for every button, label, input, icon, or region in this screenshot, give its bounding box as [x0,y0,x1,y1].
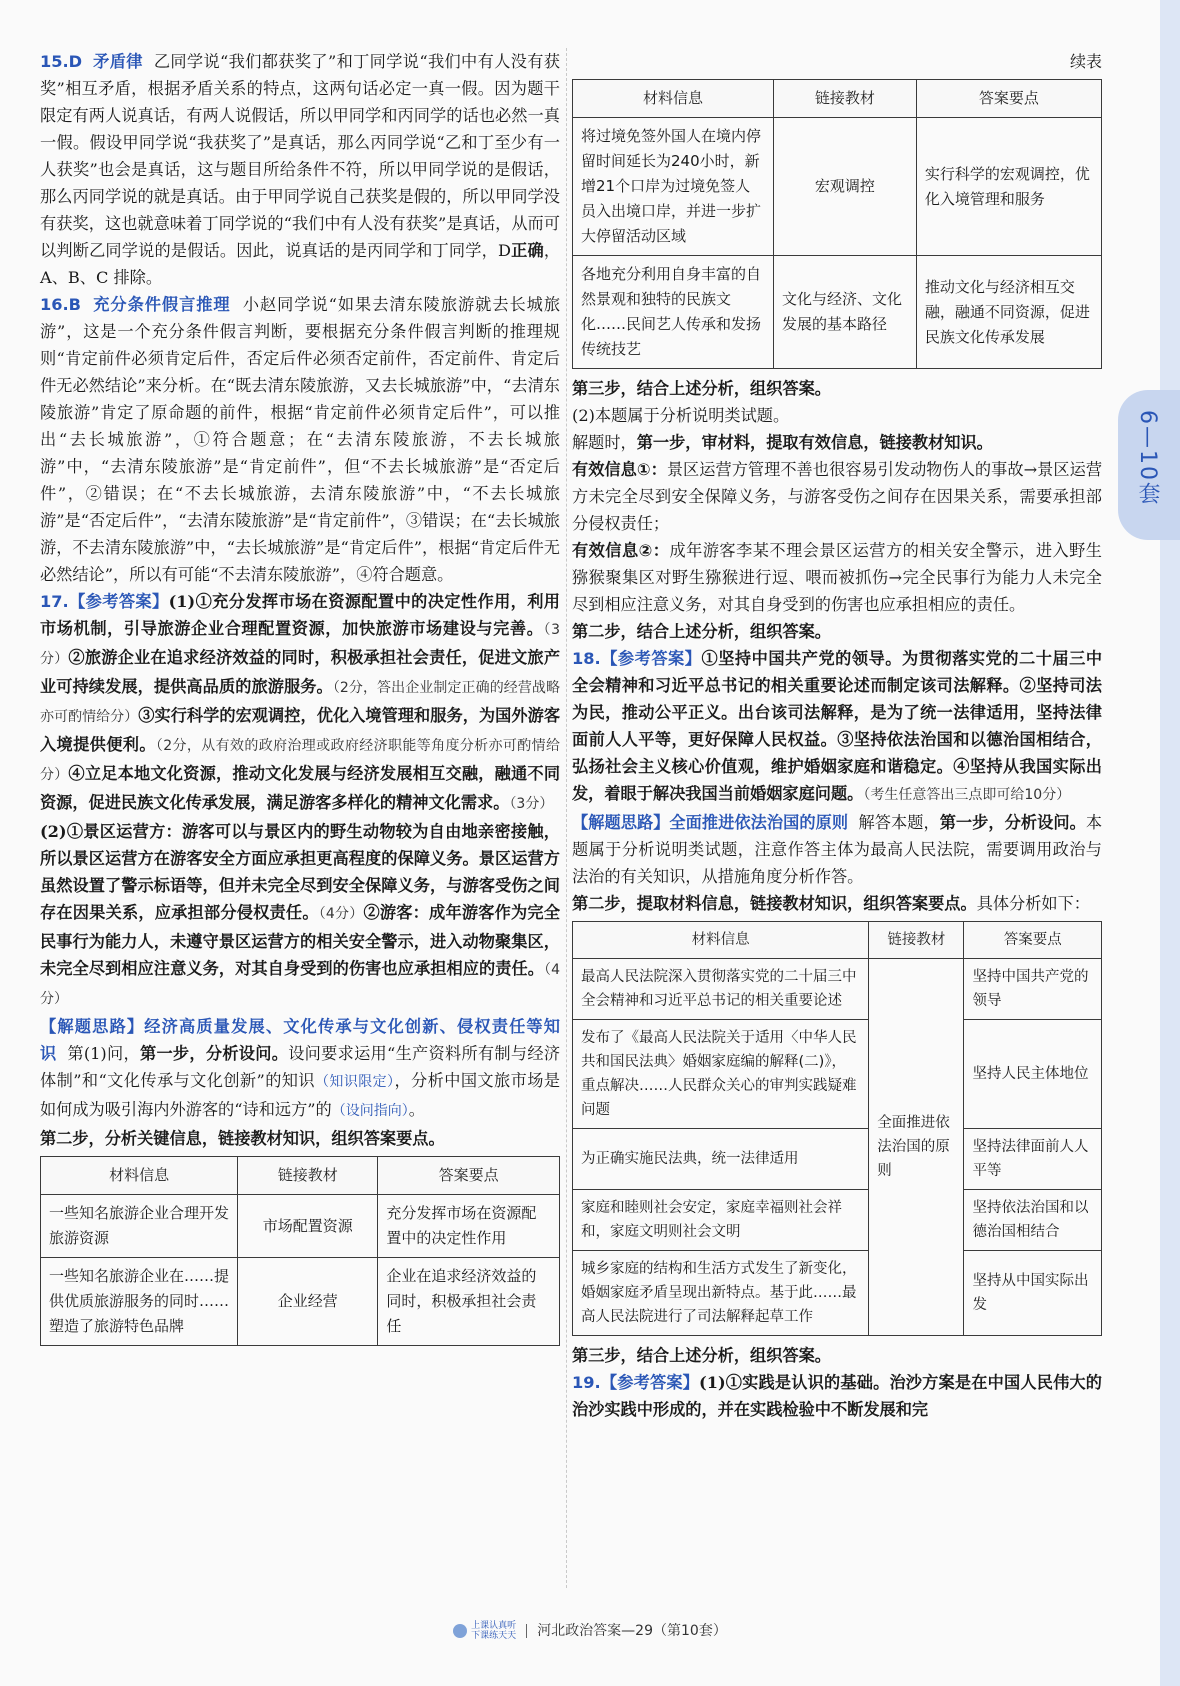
col-header-points: 答案要点 [378,1157,560,1195]
page-number: 河北政治答案—29（第10套） [537,1623,727,1639]
table-row: 一些知名旅游企业合理开发旅游资源 市场配置资源 充分发挥市场在资源配置中的决定性作用 [41,1195,560,1258]
page-footer [0,1620,1180,1641]
q17-analysis-table [40,1156,560,1346]
q15: 15.D 矛盾律 乙同学说“我们都获奖了”和丁同学说“我们中有人没有获奖”相互矛盾，根据矛盾关系的特点，这两句话必定一真一假。因为题干限定有两人说真话，有两人说假话，所以甲同学和丙同学的话也必然一真一假。假设甲同学说“我获奖了”是真话，那么丙同学说“乙和丁至少有一人获奖”也会是真话，这与题目所给条件不符，所以甲同学说的是假话，那么丙同学说的就是真话。由于甲同学说自己获奖是假的，所以甲同学没有获奖，这也就意味着丁同学说的“我们中有人没有获奖”是真话，从而可以判断乙同学说的是假话。因此，说真话的是丙同学和丁同学，D正确，A、B、C 排除。 [40,52,561,287]
column-divider [566,48,568,1588]
effective-info-1: 有效信息①：景区运营方管理不善也很容易引发动物伤人的事故→景区运营方未完全尽到安全保障义务，与游客受伤之间存在因果关系，需要承担部分侵权责任； [572,460,1103,533]
q17-step3: 第三步，结合上述分析，组织答案。 [572,379,831,398]
link-cell: 全面推进依法治国的原则 [869,959,964,1336]
set-index-tab: 6—10套 [1118,390,1180,540]
q17-answer-2: (2)①景区运营方：游客可以与景区内的野生动物较为自由地亲密接触，所以景区运营方在游客安全方面应承担更高程度的保障义务。景区运营方虽然设置了警示标语等，但并未完全尽到安全保障义务，与游客受伤之间存在因果关系，应承担部分侵权责任。（4分）②游客：成年游客作为完全民事行为能力人，未遵守景区运营方的相关安全警示，进入动物聚集区，未完全尽到相应注意义务，对其自身受到的伤害也应承担相应的责任。（4分） [40,822,561,1007]
q17-ideas: 【解题思路】经济高质量发展、文化传承与文化创新、侵权责任等知识 第(1)问，第一步，分析设问。设问要求运用“生产资料所有制与经济体制”和“文化传承与文化创新”的知识（知识限定），分析中国文旅市场是如何成为吸引海内外游客的“诗和远方”的（设问指向）。 [40,1017,561,1119]
q17-2-step2: 第二步，结合上述分析，组织答案。 [572,622,831,641]
side-bar [1160,0,1180,1686]
table-row: 一些知名旅游企业在……提供优质旅游服务的同时……塑造了旅游特色品牌 企业经营 企业在追求经济效益的同时，积极承担社会责任 [41,1258,560,1346]
left-column [40,48,560,1352]
q16: 16.B 充分条件假言推理 小赵同学说“如果去清东陵旅游就去长城旅游”，这是一个充分条件假言判断，要根据充分条件假言判断的推理规则“肯定前件必须肯定后件，否定后件必须否定前件，否定前件、肯定后件无必然结论”来分析。在“既去清东陵旅游，又去长城旅游”中，“去清东陵旅游”肯定了原命题的前件，根据“肯定前件必须肯定后件”，可以推出“去长城旅游”，①符合题意；在“去清东陵旅游，不去长城旅游”中，“去清东陵旅游”是“肯定前件”，但“不去长城旅游”是“否定后件”，②错误；在“不去长城旅游，去清东陵旅游”中，“不去长城旅游”是“否定后件”，“去清东陵旅游”是“肯定前件”，③错误；在“去长城旅游，不去清东陵旅游”中，“去长城旅游”是“肯定后件”，根据“肯定后件无必然结论”，所以有可能“不去清东陵旅游”，④符合题意。 [40,295,561,584]
table-row: 发布了《最高人民法院关于适用〈中华人民共和国民法典〉婚姻家庭编的解释(二)》，重点解决……人民群众关心的审判实践疑难问题 坚持人民主体地位 [573,1020,1102,1129]
right-column [572,48,1102,1423]
q18-ideas: 【解题思路】全面推进依法治国的原则 解答本题，第一步，分析设问。本题属于分析说明类试题，注意作答主体为最高人民法院，需要调用政治与法治的有关知识，从措施角度分析作答。 [572,813,1103,886]
col-header-info: 材料信息 [41,1157,238,1195]
q17-2-intro: (2)本题属于分析说明类试题。 [572,406,790,425]
col-header-link: 链接教材 [238,1157,378,1195]
q19-answer: 19.【参考答案】(1)①实践是认识的基础。治沙方案是在中国人民伟大的治沙实践中形成的，并在实践检验中不断发展和完 [572,1373,1102,1419]
q17-2-solve: 解题时，第一步，审材料，提取有效信息，链接教材知识。 [572,433,993,452]
table-row: 为正确实施民法典，统一法律适用 坚持法律面前人人平等 [573,1129,1102,1190]
brand-logo-icon [453,1624,467,1638]
q17-analysis-table-continued: 材料信息 链接教材 答案要点 将过境免签外国人在境内停留时间延长为240小时，新增21个口岸为过境免签人员入出境口岸，并进一步扩大停留活动区域 宏观调控 实行科学的宏观调控，优化入境管理和服务 各地充分利用自身丰富的自然景观和独特的民族文化……民间艺人传承和发扬传统技艺 文化与经济、文化发展的基本路径 推动文化与经济相互交融，融通不同资源，促进民族文化传承发展 [572,79,1102,369]
table-row: 将过境免签外国人在境内停留时间延长为240小时，新增21个口岸为过境免签人员入出境口岸，并进一步扩大停留活动区域 宏观调控 实行科学的宏观调控，优化入境管理和服务 [573,118,1102,256]
table-row: 最高人民法院深入贯彻落实党的二十届三中全会精神和习近平总书记的相关重要论述 全面推进依法治国的原则 坚持中国共产党的领导 [573,959,1102,1020]
q18-answer: 18.【参考答案】①坚持中国共产党的领导。为贯彻落实党的二十届三中全会精神和习近平总书记的相关重要论述而制定该司法解释。②坚持司法为民，推动公平正义。出台该司法解释，是为了统一法律适用，坚持法律面前人人平等，更好保障人民权益。③坚持依法治国和以德治国相结合，弘扬社会主义核心价值观，维护婚姻家庭和谐稳定。④坚持从我国实际出发，着眼于解决我国当前婚姻家庭问题。（考生任意答出三点即可给10分） [572,649,1103,803]
brand-logo-text: 上课认真听 下课练天天 [471,1621,517,1641]
table-row: 各地充分利用自身丰富的自然景观和独特的民族文化……民间艺人传承和发扬传统技艺 文化与经济、文化发展的基本路径 推动文化与经济相互交融，融通不同资源，促进民族文化传承发展 [573,256,1102,369]
table-row: 城乡家庭的结构和生活方式发生了新变化，婚姻家庭矛盾呈现出新特点。基于此……最高人民法院进行了司法解释起草工作 坚持从中国实际出发 [573,1251,1102,1336]
q17-step2: 第二步，分析关键信息，链接教材知识，组织答案要点。 [40,1129,445,1148]
q18-analysis-table: 材料信息 链接教材 答案要点 最高人民法院深入贯彻落实党的二十届三中全会精神和习近平总书记的相关重要论述 全面推进依法治国的原则 坚持中国共产党的领导 发布了《最高人民法院关于适用〈中华人民共和国民法典〉婚姻家庭编的解释(二)》，重点解决……人民群众关心的审判实践疑难问题 坚持人民主体地位 为正确实施民法典，统一法律适用 坚持法律面前人人平等 家庭和睦则社会安定，家庭幸福则社会祥和，家庭文明则社会文明 坚持依法治国和以德治国相结合 城乡家庭的结构和生活方式发生了新变化，婚姻家庭矛盾呈现出新特点。基于此……最高人民法院进行了司法解释起草工作 坚持从中国实际出发 [572,921,1102,1336]
effective-info-2: 有效信息②：成年游客李某不理会景区运营方的相关安全警示，进入野生猕猴聚集区对野生猕猴进行逗、喂而被抓伤→完全民事行为能力人未完全尽到相应注意义务，对其自身受到的伤害也应承担相应的责任。 [572,541,1102,614]
q18-step3: 第三步，结合上述分析，组织答案。 [572,1346,831,1365]
table-row: 家庭和睦则社会安定，家庭幸福则社会祥和，家庭文明则社会文明 坚持依法治国和以德治国相结合 [573,1190,1102,1251]
q17-answer: 17.【参考答案】(1)①充分发挥市场在资源配置中的决定性作用，利用市场机制，引导旅游企业合理配置资源，加快旅游市场建设与完善。（3分）②旅游企业在追求经济效益的同时，积极承担社会责任，促进文旅产业可持续发展，提供高品质的旅游服务。（2分，答出企业制定正确的经营战略亦可酌情给分）③实行科学的宏观调控，优化入境管理和服务，为国外游客入境提供便利。（2分，从有效的政府治理或政府经济职能等角度分析亦可酌情给分）④立足本地文化资源，推动文化发展与经济发展相互交融，融通不同资源，促进民族文化传承发展，满足游客多样化的精神文化需求。（3分） [40,592,561,812]
q18-step2: 第二步，提取材料信息，链接教材知识，组织答案要点。具体分析如下： [572,894,1090,913]
continued-label: 续表 [1069,52,1102,71]
